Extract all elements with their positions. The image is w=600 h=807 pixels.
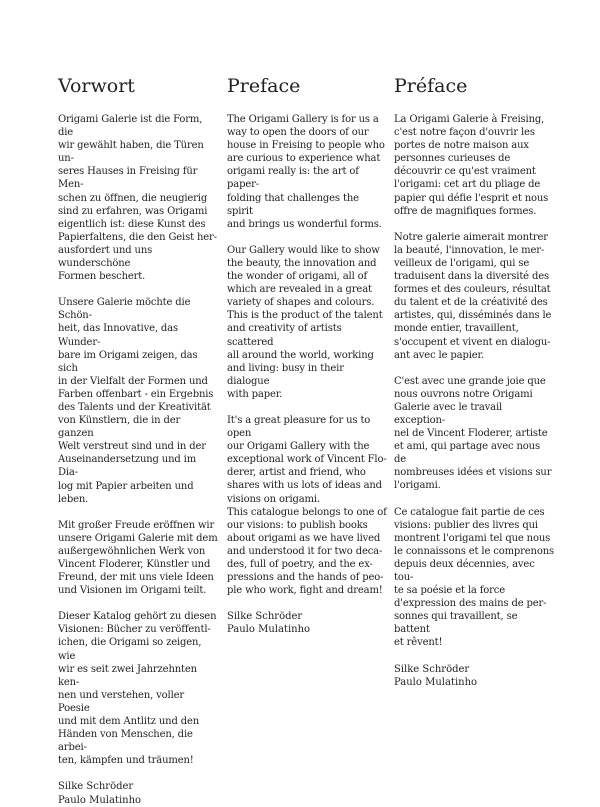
paragraph: C'est avec une grande joie que nous ouvrons notre Origami Galerie avec le travail exception- nel de Vincent Floderer, artiste et ami, qui partage avec nous de nombreuses idées et visions sur l'origami. xyxy=(394,375,552,492)
heading-vorwort: Vorwort xyxy=(58,75,135,97)
paragraph: Unsere Galerie möchte die Schön- heit, das Innovative, das Wunder- bare im Origami zeigen, das sich in der Vielfalt der Formen und Farben offenbart - ein Ergebnis des Talents und der Kreativität von Künstlern, die in der ganzen Welt verstreut sind und in der Auseinandersetzung und im Dia- log mit Papier arbeiten und leben. xyxy=(58,297,214,505)
body-french xyxy=(394,113,554,689)
paragraph: The Origami Gallery is for us a way to open the doors of our house in Freising to people who are curious to experience what origami really is: the art of paper- folding that challenges the spirit and brings us wonderful forms. xyxy=(227,114,385,230)
heading-preface-fr: Préface xyxy=(394,75,468,97)
heading-preface: Preface xyxy=(227,75,301,97)
signature: Silke Schröder Paulo Mulatinho xyxy=(58,781,142,806)
paragraph: Mit großer Freude eröffnen wir unsere Origami Galerie mit dem außergewöhnlichen Werk von Vincent Floderer, Künstler und Freund, der mit uns viele Ideen und Visionen im Origami teilt. xyxy=(58,519,218,597)
paragraph: Ce catalogue fait partie de ces visions: publier des livres qui montrent l'origami tel que nous le connaissons et le comprenons depuis deux décennies, avec tou- te sa poésie et la force d'expression des mains de per- sonnes qui travaillent, se battent et rêvent! xyxy=(394,506,554,649)
paragraph: Origami Galerie ist die Form, die wir gewählt haben, die Türen un- seres Hauses in Freising für Men- schen zu öffnen, die neugierig sind zu erfahren, was Origami eigentlich ist: diese Kunst des Papierfaltens, die den Geist her- ausfordert und uns wunderschöne Formen beschert. xyxy=(58,114,217,283)
paragraph: Dieser Katalog gehört zu diesen Visionen: Bücher zu veröffentl- ichen, die Origami so zeigen, wie wir es seit zwei Jahrzehnten ken- nen und verstehen, voller Poesie und mit dem Antlitz und den Händen von Menschen, die arbei- ten, kämpfen und träumen! xyxy=(58,611,217,767)
body-german xyxy=(58,113,218,807)
paragraph: La Origami Galerie à Freising, c'est notre façon d'ouvrir les portes de notre maison aux personnes curieuses de découvrir ce qu'est vraiment l'origami: cet art du pliage de papier qui défie l'esprit et nous offre de magnifiques formes. xyxy=(394,114,549,217)
paragraph: Our Gallery would like to show the beauty, the innovation and the wonder of origami, all of which are revealed in a great variety of shapes and colours. This is the product of the talent and creativity of artists scattered all around the world, working and living: busy in their dialogue with paper. xyxy=(227,244,383,400)
signature: Silke Schröder Paulo Mulatinho xyxy=(227,611,311,636)
paragraph: Notre galerie aimerait montrer la beauté, l'innovation, le mer- veilleux de l'origami, qui se traduisent dans la diversité des formes et des couleurs, résultat du talent et de la créativité des artistes, qui, disséminés dans le monde entier, travaillent, s'occupent et vivent en dialogu- ant avec le papier. xyxy=(394,231,552,361)
body-english xyxy=(227,113,387,636)
paragraph: It's a great pleasure for us to open our Origami Gallery with the exceptional work of Vincent Flo- derer, artist and friend, who shares with us lots of ideas and visions on origami. This catalogue belongs to one of our visions: to publish books about origami as we have lived and understood it for two deca- des, full of poetry, and the ex- pressions and the hands of peo- ple who work, fight and dream! xyxy=(227,414,387,597)
signature: Silke Schröder Paulo Mulatinho xyxy=(394,663,478,688)
